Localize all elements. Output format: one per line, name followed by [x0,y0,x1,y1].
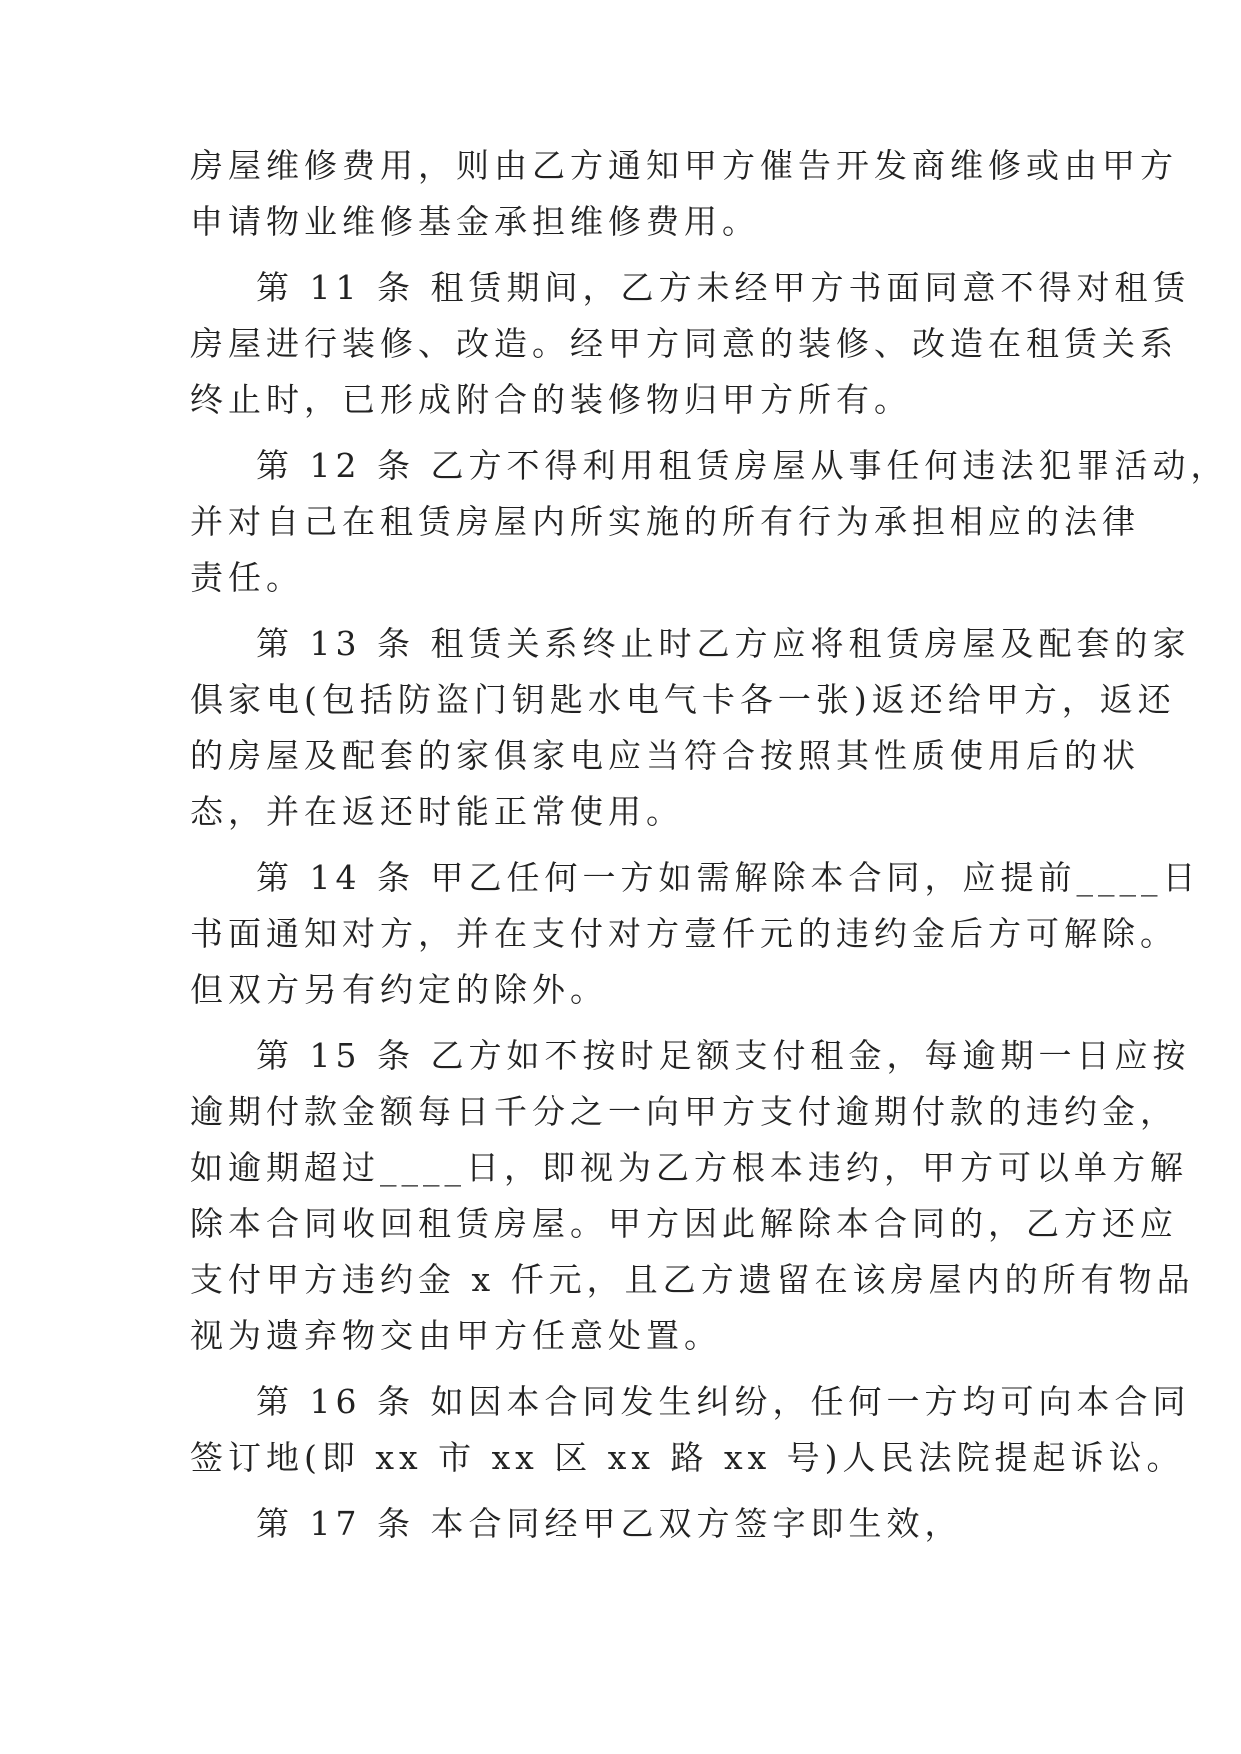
text-line: 责任。 [190,558,304,597]
text-line: 视为遗弃物交由甲方任意处置。 [190,1316,722,1355]
article-14-line: 第 14 条 甲乙任何一方如需解除本合同，应提前____日 [256,858,1201,897]
text-line: 签订地(即 xx 市 xx 区 xx 路 xx 号)人民法院提起诉讼。 [190,1438,1185,1477]
text-line: 逾期付款金额每日千分之一向甲方支付逾期付款的违约金， [190,1092,1178,1131]
text-line: 终止时，已形成附合的装修物归甲方所有。 [190,380,912,419]
article-15-line: 第 15 条 乙方如不按时足额支付租金，每逾期一日应按 [256,1036,1191,1075]
article-12-line: 第 12 条 乙方不得利用租赁房屋从事任何违法犯罪活动， [256,446,1229,485]
text-line: 态，并在返还时能正常使用。 [190,792,684,831]
article-11-line: 第 11 条 租赁期间，乙方未经甲方书面同意不得对租赁 [256,268,1191,307]
text-line: 并对自己在租赁房屋内所实施的所有行为承担相应的法律 [190,502,1140,541]
text-line: 房屋维修费用，则由乙方通知甲方催告开发商维修或由甲方 [190,146,1178,185]
text-line: 书面通知对方，并在支付对方壹仟元的违约金后方可解除。 [190,914,1178,953]
article-17-line: 第 17 条 本合同经甲乙双方签字即生效， [256,1504,963,1543]
text-line: 的房屋及配套的家俱家电应当符合按照其性质使用后的状 [190,736,1140,775]
article-13-line: 第 13 条 租赁关系终止时乙方应将租赁房屋及配套的家 [256,624,1191,663]
text-line: 房屋进行装修、改造。经甲方同意的装修、改造在租赁关系 [190,324,1178,363]
text-line: 如逾期超过____日，即视为乙方根本违约，甲方可以单方解 [190,1148,1188,1187]
text-line: 俱家电(包括防盗门钥匙水电气卡各一张)返还给甲方，返还 [190,680,1176,719]
text-line: 但双方另有约定的除外。 [190,970,608,1009]
text-line: 支付甲方违约金 x 仟元，且乙方遗留在该房屋内的所有物品 [190,1260,1195,1299]
article-16-line: 第 16 条 如因本合同发生纠纷，任何一方均可向本合同 [256,1382,1191,1421]
text-line: 申请物业维修基金承担维修费用。 [190,202,760,241]
text-line: 除本合同收回租赁房屋。甲方因此解除本合同的，乙方还应 [190,1204,1178,1243]
